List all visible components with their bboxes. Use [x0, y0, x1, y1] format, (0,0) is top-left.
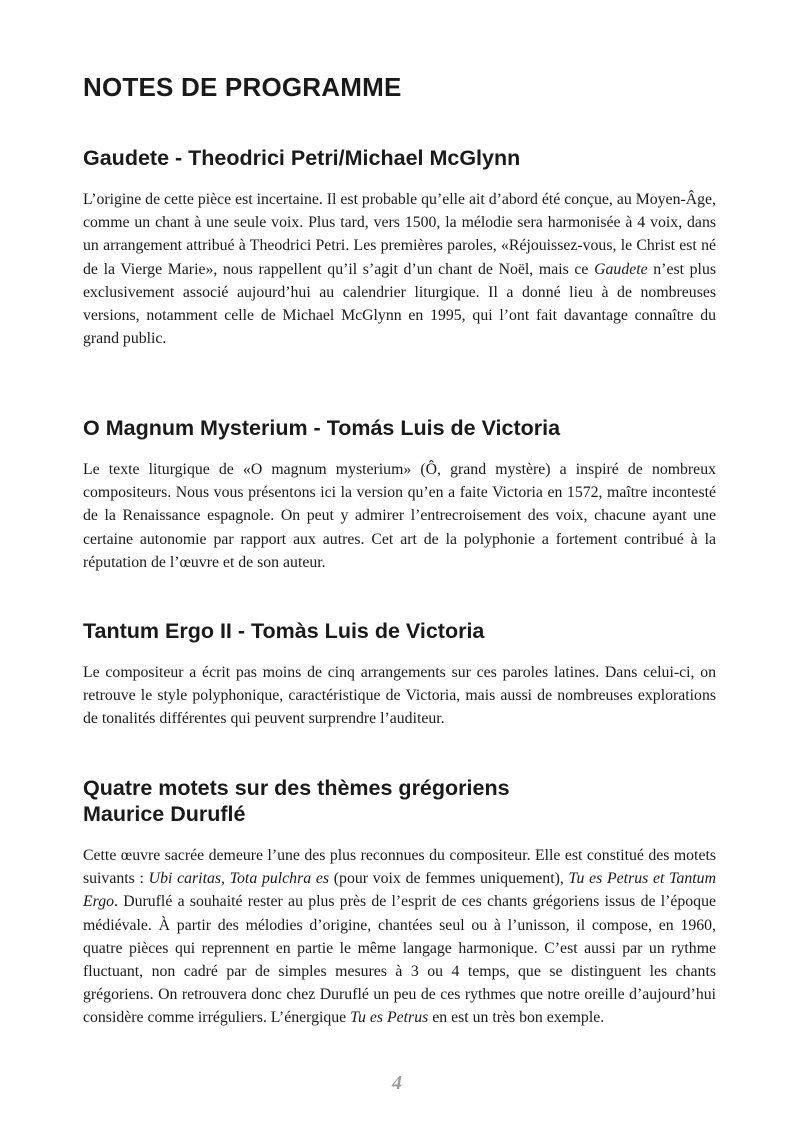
italic-title-span: Tu es Petrus et Tantum Ergo — [83, 870, 716, 911]
section-body-tantum-ergo — [83, 661, 716, 731]
section-body-o-magnum-mysterium — [83, 458, 716, 574]
italic-title-span: Ubi caritas, Tota pulchra es — [148, 870, 330, 888]
body-text-span: Le texte liturgique de «O magnum mysterium» (Ô, grand mystère) a inspiré de nombreux compositeurs. Nous vous présentons ici la version qu’en a faite Victoria en 1572, maître incontesté de la Renaissance espagnole. On peut y admirer l’entrecroisement des voix, chacune ayant une certaine autonomie par rapport aux autres. Cet art de la polyphonie a fortement contribué à la réputation de l’œuvre et de son auteur. — [83, 461, 716, 571]
section-body-gaudete — [83, 188, 716, 350]
italic-title-span: Gaudete — [594, 260, 648, 278]
body-text-span: (pour voix de femmes uniquement), — [329, 870, 569, 888]
body-text-span: n’est plus exclusivement associé aujourd’hui au calendrier liturgique. Il a donné lieu à de nombreuses versions, notamment celle de Michael McGlynn en 1995, qui l’ont fait davantage connaître du grand public. — [83, 260, 716, 348]
section-title-tantum-ergo: Tantum Ergo II - Tomàs Luis de Victoria — [83, 619, 485, 643]
section-title-o-magnum-mysterium: O Magnum Mysterium - Tomás Luis de Victoria — [83, 416, 561, 440]
page-number: 4 — [392, 1072, 402, 1094]
body-text-span: . Duruflé a souhaité rester au plus près de l’esprit de ces chants grégoriens issus de l’époque médiévale. À partir des mélodies d’origine, chantées seul ou à l’unisson, il compose, en 1960, quatre pièces qui reprennent en partie le même langage harmonique. C’est aussi par un rythme fluctuant, non cadré par de simples mesures à 3 ou 4 temps, que se distinguent les chants grégoriens. On retrouvera donc chez Duruflé un peu de ces rythmes que notre oreille d’aujourd’hui considère comme irréguliers. L’énergique — [83, 893, 716, 1027]
section-title-quatre-motets: Quatre motets sur des thèmes grégoriens — [83, 776, 510, 800]
body-text-span: Le compositeur a écrit pas moins de cinq arrangements sur ces paroles latines. Dans celui-ci, on retrouve le style polyphonique, caractéristique de Victoria, mais aussi de nombreuses explorations de tonalités différentes qui peuvent surprendre l’auditeur. — [83, 664, 716, 728]
body-text-span: Cette œuvre sacrée demeure l’une des plus reconnues du compositeur. Elle est constitué des motets suivants : — [83, 847, 716, 888]
body-text-span: L’origine de cette pièce est incertaine. Il est probable qu’elle ait d’abord été conçue, au Moyen-Âge, comme un chant à une seule voix. Plus tard, vers 1500, la mélodie sera harmonisée à 4 voix, dans un arrangement attribué à Theodrici Petri. Les premières paroles, «Réjouissez-vous, le Christ est né de la Vierge Marie», nous rappellent qu’il s’agit d’un chant de Noël, mais ce — [83, 191, 716, 278]
page-title: NOTES DE PROGRAMME — [83, 72, 402, 102]
section-subtitle-composer: Maurice Duruflé — [83, 802, 246, 826]
body-text-span: en est un très bon exemple. — [428, 1009, 605, 1027]
italic-title-span: Tu es Petrus — [350, 1009, 429, 1027]
section-title-gaudete: Gaudete - Theodrici Petri/Michael McGlynn — [83, 146, 521, 170]
section-body-quatre-motets — [83, 844, 716, 1030]
